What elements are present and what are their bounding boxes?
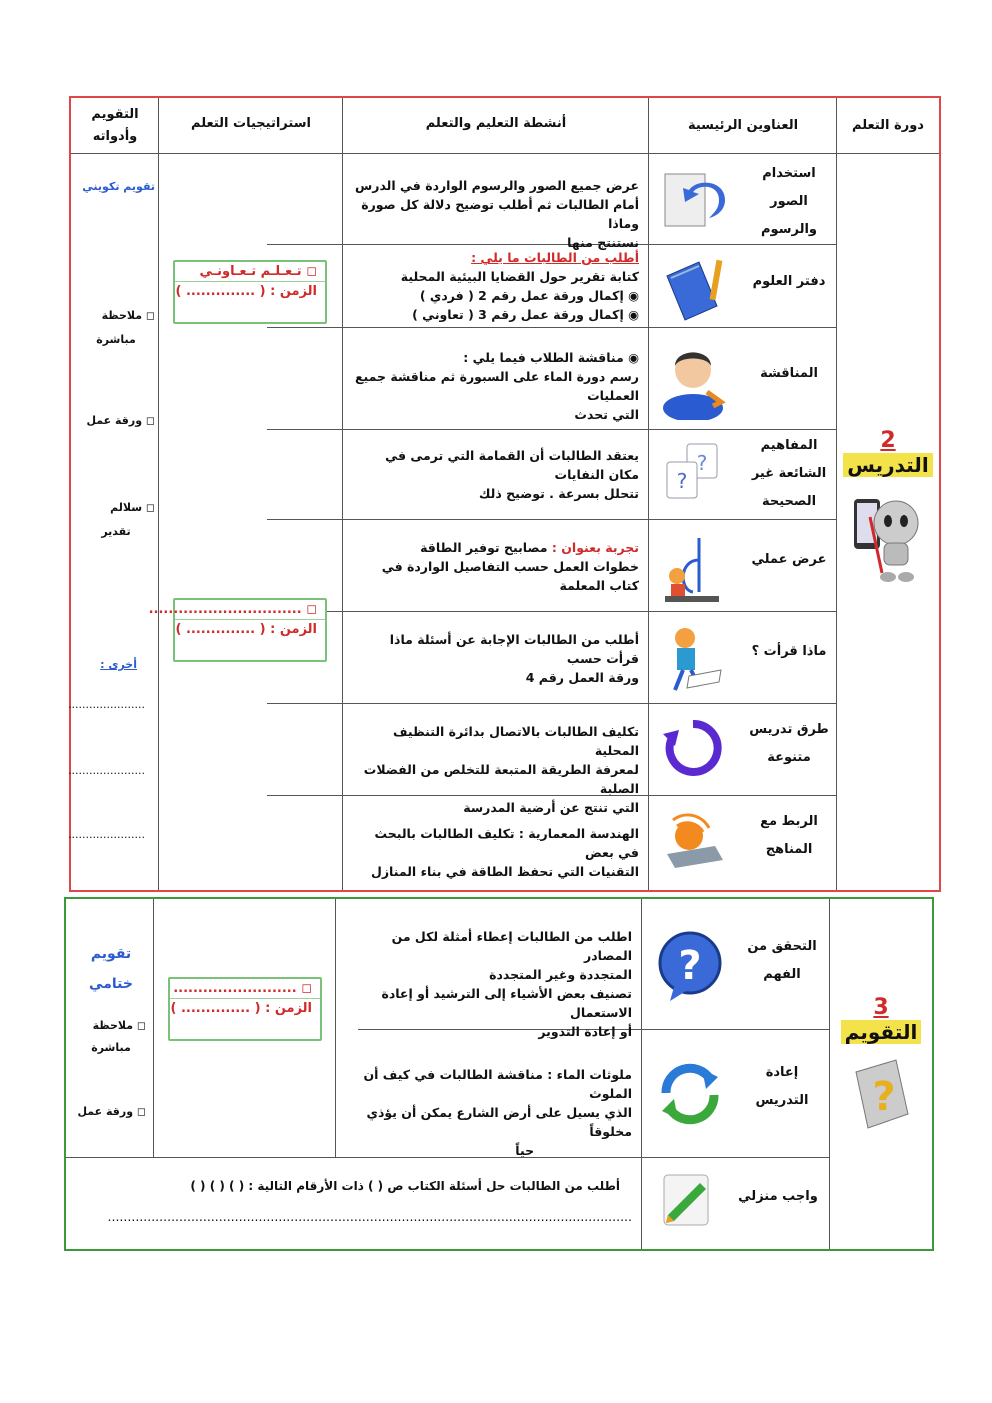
question-block-icon — [846, 1052, 916, 1136]
title-what-did-i-read: ماذا قرأت ؟ — [751, 644, 827, 659]
document-arrow-icon — [659, 170, 729, 234]
svg-text:?: ? — [696, 451, 708, 475]
activity-misconceptions: يعتقد الطالبات أن القمامة التي ترمى في مكان النفايات تتحلل بسرعة . توضيح ذلك — [385, 448, 639, 501]
title-check-understanding: التحقق من الفهم — [747, 939, 817, 982]
title-teaching-methods: طرق تدريس متنوعة — [749, 722, 829, 765]
rating-scale[interactable]: ◻ سلالم تقدير — [101, 501, 155, 538]
evaluation-table — [64, 897, 934, 1251]
stage-teaching: 2 التدريس — [837, 428, 939, 587]
dotted-line-2: ...................... — [68, 764, 145, 777]
header-activities: أنشطة التعليم والتعلم — [425, 116, 567, 131]
svg-text:?: ? — [678, 943, 702, 989]
direct-observation[interactable]: ◻ ملاحظة مباشرة — [96, 309, 155, 346]
teaching-table — [69, 96, 941, 892]
pencil-note-icon — [656, 1169, 716, 1231]
dotted-line-1: ...................... — [68, 698, 145, 711]
strategy-box-cooperative: ◻ تـعـلـم تـعـاونـي الزمن : ( .............. ) — [173, 260, 327, 324]
activity-science-notebook: أطلب من الطالبات ما يلي : كتابة تقرير حول القضايا البيئية المحلية ◉ إكمال ورقة عمل رقم 2 ( فردي ) ◉ إكمال ورقة عمل رقم 3 ( تعاوني ) — [400, 250, 639, 322]
circular-arrow-icon — [661, 712, 725, 788]
lab-experiment-icon — [659, 530, 725, 606]
worksheet-check[interactable]: ◻ ورقة عمل — [86, 414, 155, 427]
laptop-signal-icon — [659, 810, 729, 870]
svg-text:?: ? — [676, 469, 688, 493]
refresh-cycle-icon — [654, 1055, 726, 1131]
title-images: استخدام الصور والرسوم — [761, 166, 817, 237]
reading-student-icon — [659, 620, 725, 696]
notebook-pencil-icon — [659, 254, 729, 322]
title-science-notebook: دفتر العلوم — [752, 274, 826, 289]
activity-check-understanding: اطلب من الطالبات إعطاء أمثلة لكل من المصادر المتجددة وغير المتجددة تصنيف بعض الأشياء إلى الترشيد أو إعادة الاستعمال أو إعادة التدوير — [381, 929, 632, 1039]
header-cycle: دورة التعلم — [852, 118, 924, 133]
header-titles: العناوين الرئيسية — [687, 118, 799, 133]
direct-observation-2[interactable]: ◻ ملاحظة مباشرة — [91, 1019, 146, 1054]
title-misconceptions: المفاهيم الشائعة غير الصحيحة — [751, 438, 827, 509]
question-bubble-icon — [652, 929, 728, 1005]
homework-text: أطلب من الطالبات حل أسئلة الكتاب ص ( ) ذات الأرقام التالية : ( ) ( ) ( ) — [190, 1179, 620, 1193]
activity-reteaching: ملوثات الماء : مناقشة الطالبات في كيف أن الملوث الذي يسيل على أرض الشارع يمكن أن يؤذي مخلوقاً حياً — [363, 1067, 632, 1158]
strategy-box-evaluation: ◻ ......................... الزمن : ( .............. ) — [168, 977, 322, 1041]
dotted-line-3: ...................... — [68, 828, 145, 841]
title-discussion: المناقشة — [760, 366, 818, 381]
header-strategies: استراتيجيات التعلم — [191, 116, 311, 131]
homework-dotted-line: .................................................................................................................................... — [107, 1209, 632, 1224]
strategy-box-second: ◻ ............................... الزمن : ( .............. ) — [173, 598, 327, 662]
activity-teaching-methods: تكليف الطالبات بالاتصال بدائرة التنظيف المحلية لمعرفة الطريقة المتبعة للتخلص من الفضلات الصلبة التي تنتج عن أرضية المدرسة — [363, 724, 639, 815]
activity-curriculum-link: الهندسة المعمارية : تكليف الطالبات بالبحث في بعض التقنيات التي تحفظ الطاقة في بناء المنازل — [371, 826, 639, 879]
stage-evaluation: 3 التقويم ? — [830, 995, 932, 1136]
other-assessment: أخرى : — [100, 658, 137, 671]
formative-assessment: تقويم تكويني — [82, 180, 155, 193]
person-discussion-icon — [659, 336, 729, 420]
title-reteaching: إعادة التدريس — [755, 1065, 809, 1108]
activity-images: عرض جميع الصور والرسوم الواردة في الدرس أمام الطالبات ثم أطلب توضيح دلالة كل صورة وماذا نستنتج منها — [355, 178, 639, 250]
summative-assessment: تقويم ختامي — [89, 946, 133, 992]
worksheet-check-2[interactable]: ◻ ورقة عمل — [77, 1105, 146, 1118]
activity-practical-demo: تجربة بعنوان : مصابيح توفير الطاقة خطوات العمل حسب التفاصيل الواردة في كتاب المعلمة — [381, 540, 639, 593]
svg-text:?: ? — [872, 1074, 896, 1120]
title-curriculum-link: الربط مع المناهج — [760, 814, 818, 857]
title-practical-demo: عرض عملي — [751, 552, 827, 567]
question-bubbles-icon — [661, 438, 725, 504]
activity-discussion: ◉ مناقشة الطلاب فيما يلي : رسم دورة الماء على السبورة ثم مناقشة جميع العمليات التي تحدث — [354, 350, 639, 422]
robot-teacher-icon — [848, 487, 928, 587]
header-assessment: التقويم وأدواته — [91, 107, 139, 144]
title-homework: واجب منزلي — [738, 1189, 818, 1204]
activity-what-did-i-read: أطلب من الطالبات الإجابة عن أسئلة ماذا قرأت حسب ورقة العمل رقم 4 — [389, 632, 639, 685]
